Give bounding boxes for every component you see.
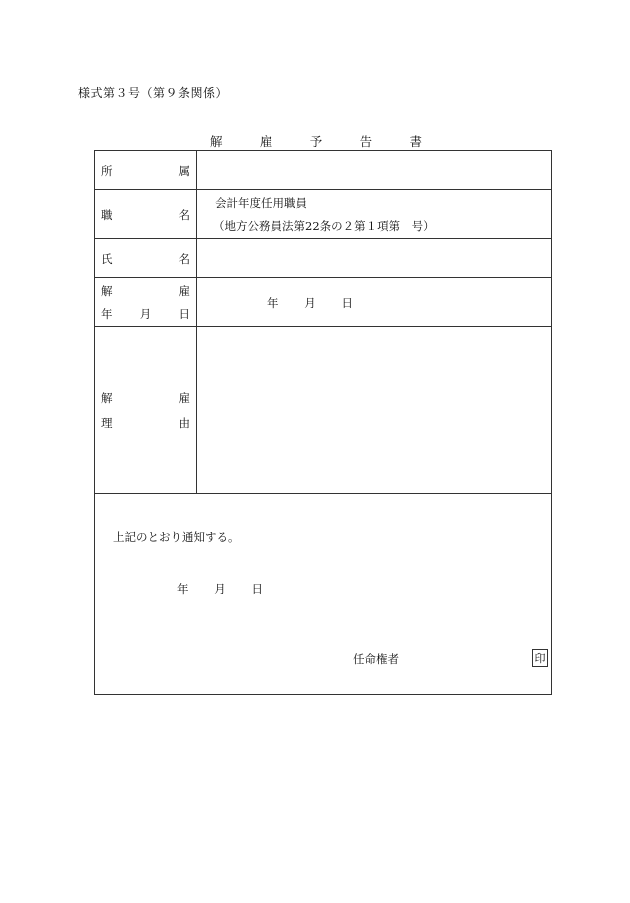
seal-box: 印 bbox=[532, 649, 548, 667]
label-char: 日 bbox=[178, 307, 190, 321]
title-char: 雇 bbox=[259, 134, 273, 149]
position-line1: 会計年度任用職員 bbox=[215, 196, 307, 210]
date-char: 月 bbox=[214, 582, 226, 596]
label-char: 職 bbox=[101, 208, 113, 222]
label-char: 名 bbox=[178, 208, 190, 222]
title-char: 書 bbox=[409, 134, 422, 149]
label-char: 由 bbox=[178, 416, 190, 430]
notice-date bbox=[177, 581, 263, 597]
label-char: 年 bbox=[101, 307, 113, 321]
title-char: 告 bbox=[359, 134, 373, 149]
title-char: 予 bbox=[309, 134, 323, 149]
row-name bbox=[95, 239, 551, 278]
label-char: 解 bbox=[101, 391, 113, 405]
label-name bbox=[95, 239, 197, 277]
date-char: 月 bbox=[304, 296, 316, 310]
date-char: 年 bbox=[267, 296, 279, 310]
row-position bbox=[95, 190, 551, 239]
label-char: 氏 bbox=[101, 252, 113, 266]
appointer-label: 任命権者 bbox=[353, 652, 399, 666]
label-char: 理 bbox=[101, 416, 113, 430]
label-char: 属 bbox=[178, 164, 190, 178]
label-char: 所 bbox=[101, 164, 113, 178]
value-dismissal-date[interactable] bbox=[197, 278, 551, 326]
label-char: 名 bbox=[178, 252, 190, 266]
value-name[interactable] bbox=[197, 239, 551, 277]
form-table bbox=[94, 150, 552, 695]
value-affiliation[interactable] bbox=[197, 151, 551, 189]
label-char: 雇 bbox=[178, 391, 190, 405]
row-affiliation bbox=[95, 151, 551, 190]
value-dismissal-reason[interactable] bbox=[197, 327, 551, 493]
value-position[interactable] bbox=[197, 190, 551, 238]
position-line2: （地方公務員法第22条の２第１項第 号） bbox=[213, 219, 435, 233]
row-dismissal-reason bbox=[95, 327, 551, 494]
label-position bbox=[95, 190, 197, 238]
label-char: 雇 bbox=[178, 284, 190, 298]
label-affiliation bbox=[95, 151, 197, 189]
date-char: 年 bbox=[177, 582, 189, 596]
label-char: 月 bbox=[139, 307, 152, 321]
row-dismissal-date bbox=[95, 278, 551, 327]
date-char: 日 bbox=[341, 296, 353, 310]
title-char: 解 bbox=[210, 134, 223, 149]
label-dismissal-reason bbox=[95, 327, 197, 493]
document-title bbox=[210, 132, 422, 150]
label-dismissal-date bbox=[95, 278, 197, 326]
notice-text: 上記のとおり通知する。 bbox=[113, 530, 240, 544]
label-char: 解 bbox=[101, 284, 113, 298]
form-number: 様式第３号（第９条関係） bbox=[78, 86, 229, 100]
date-char: 日 bbox=[251, 582, 263, 596]
